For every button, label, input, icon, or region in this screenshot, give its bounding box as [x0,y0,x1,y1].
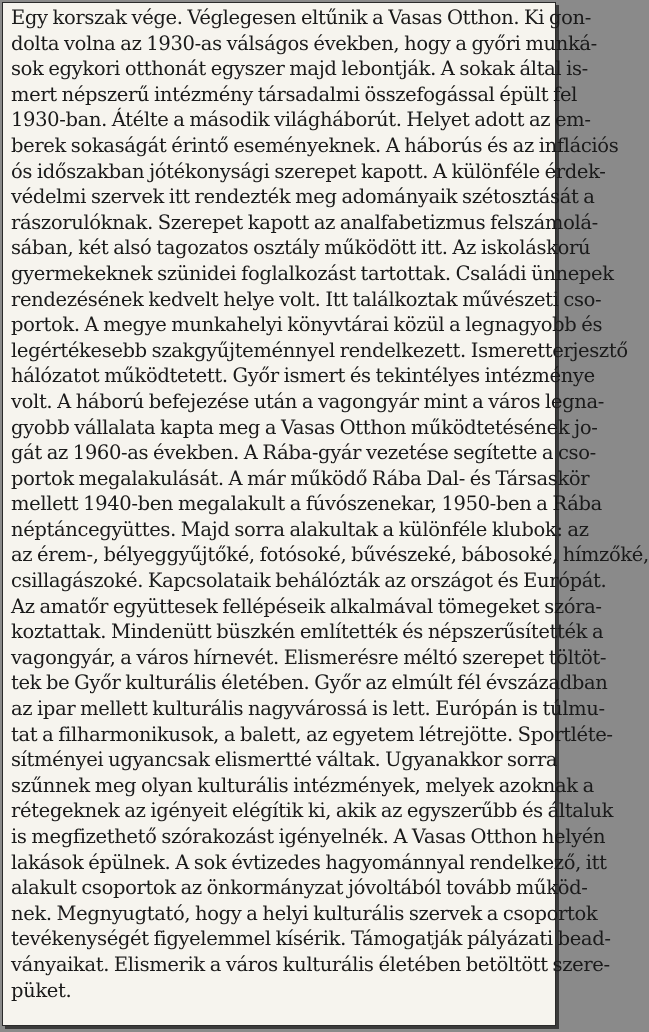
article-line: sítményei ugyancsak elismertté váltak. Ugyanakkor sorra [11,748,558,772]
article-line: portok. A megye munkahelyi könyvtárai közül a legnagyobb és [11,313,603,337]
article-line: püket. [11,978,72,1002]
article-line: gyobb vállalata kapta meg a Vasas Otthon működtetésének jo- [11,415,598,439]
article-line: vagongyár, a város hírnevét. Elismerésre méltó szerepet töltöt- [11,645,607,669]
article-line: néptáncegyüttes. Majd sorra alakultak a különféle klubok: az [11,517,589,541]
article-line: rétegeknek az igényeit elégítik ki, akik az egyszerűbb és általuk [11,799,614,823]
article-line: hálózatot működtetett. Győr ismert és tekintélyes intézménye [11,364,595,388]
article-line: legértékesebb szakgyűjteménnyel rendelkezett. Ismeretterjesztő [11,338,628,362]
article-line: gyermekeknek szünidei foglalkozást tartottak. Családi ünnepek [11,261,614,285]
article-line: csillagászoké. Kapcsolataik behálózták az országot és Európát. [11,569,607,593]
article-line: az érem-, bélyeggyűjtőké, fotósoké, bűvészeké, bábosoké, hímzőké, [11,543,649,567]
article-body [11,5,649,1003]
article-line: tat a filharmonikusok, a balett, az egyetem létrejötte. Sportléte- [11,722,613,746]
article-line: sában, két alsó tagozatos osztály működött itt. Az iskoláskorú [11,236,591,260]
article-line: mellett 1940-ben megalakult a fúvószenekar, 1950-ben a Rába [11,492,602,516]
article-line: alakult csoportok az önkormányzat jóvoltából tovább működ- [11,876,588,900]
article-line: nek. Megnyugtató, hogy a helyi kulturális szervek a csoportok [11,901,598,925]
article-line: dolta volna az 1930-as válságos években, hogy a győri munká- [11,31,597,55]
article-line: koztattak. Mindenütt büszkén említették és népszerűsítették a [11,620,604,644]
newspaper-clipping [2,2,649,1026]
article-line: portok megalakulását. A már működő Rába Dal- és Társaskör [11,466,590,490]
article-line: Az amatőr együttesek fellépéseik alkalmával tömegeket szóra- [11,594,602,618]
article-line: ós időszakban jótékonysági szerepet kapott. A különféle érdek- [11,159,606,183]
article-line: rendezésének kedvelt helye volt. Itt találkoztak művészeti cso- [11,287,602,311]
article-line: lakások épülnek. A sok évtizedes hagyománnyal rendelkező, itt [11,850,607,874]
article-line: sok egykori otthonát egyszer majd lebontják. A sokak által is- [11,57,588,81]
article-line: védelmi szervek itt rendezték meg adományaik szétosztását a [11,185,595,209]
article-line: gát az 1960-as években. A Rába-gyár vezetése segítette a cso- [11,441,596,465]
article-line: mert népszerű intézmény társadalmi összefogással épült fel [11,82,578,106]
article-line: az ipar mellett kulturális nagyvárossá is lett. Európán is túlmu- [11,697,605,721]
article-line: tevékenységét figyelemmel kísérik. Támogatják pályázati bead- [11,927,611,951]
article-line: ványaikat. Elismerik a város kulturális életében betöltött szere- [11,952,610,976]
article-line: szűnnek meg olyan kulturális intézmények, melyek azoknak a [11,773,594,797]
article-line: is megfizethető szórakozást igényelnék. A Vasas Otthon helyén [11,825,606,848]
article-line: rászorulóknak. Szerepet kapott az analfabetizmus felszámolá- [11,210,598,234]
article-line: 1930-ban. Átélte a második világháborút. Helyet adott az em- [11,108,591,132]
article-line: berek sokaságát érintő eseményeknek. A háborús és az inflációs [11,133,619,157]
article-line: tek be Győr kulturális életében. Győr az elmúlt fél évszázadban [11,671,608,695]
article-line: Egy korszak vége. Véglegesen eltűnik a Vasas Otthon. Ki gon- [11,6,591,29]
article-line: volt. A háború befejezése után a vagongyár mint a város legna- [11,389,604,413]
